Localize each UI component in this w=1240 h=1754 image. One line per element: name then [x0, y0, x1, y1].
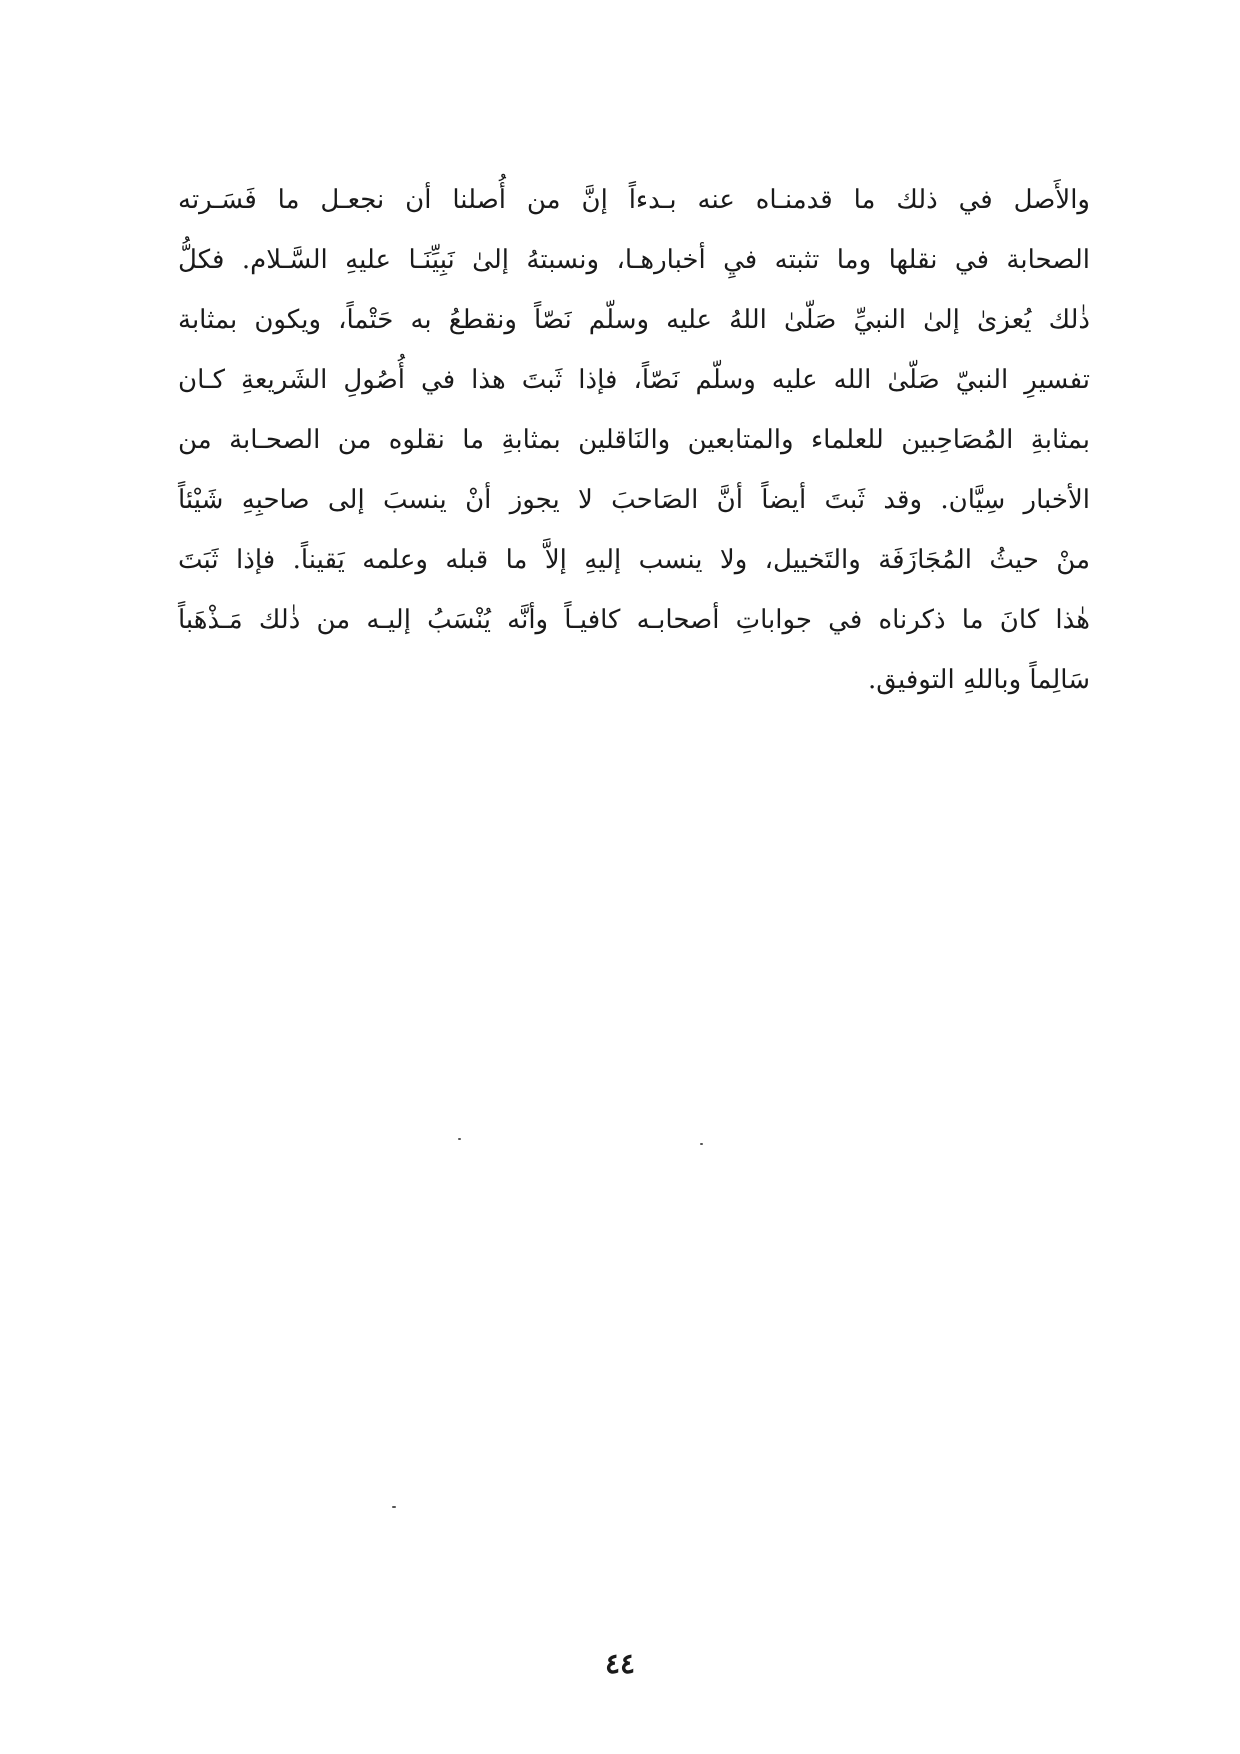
- body-text: [178, 170, 1090, 710]
- text-line-6: الأخبار سِيَّان. وقد ثَبتَ أيضاً أنَّ الصَاحبَ لا يجوز أنْ ينسبَ إلى صاحبِهِ شَيْئاً: [178, 485, 1090, 515]
- text-line-5: بمثابةِ المُصَاحِبين للعلماء والمتابعين والنَاقلين بمثابةِ ما نقلوه من الصحـابة من: [178, 425, 1090, 455]
- text-line-2: الصحابة في نقلها وما تثبته فيِ أخبارهـا، ونسبتهُ إلىٰ نَبِيِّنَـا عليهِ السَّـلام. فكلُّ: [178, 245, 1090, 275]
- scan-speck: [392, 1506, 396, 1508]
- scan-speck: [700, 1143, 703, 1145]
- text-line-4: تفسيرِ النبيّ صَلّىٰ الله عليه وسلّم نَصّاً، فإذا ثَبتَ هذا في أُصُولِ الشَريعةِ كـان: [178, 365, 1090, 395]
- scan-speck: [458, 1138, 461, 1140]
- text-line-9: سَالِماً وباللهِ التوفيق.: [868, 665, 1090, 695]
- page-number: ٤٤: [604, 1647, 636, 1680]
- text-line-8: هٰذا كانَ ما ذكرناه في جواباتِ أصحابـه كافيـاً وأنَّه يُنْسَبُ إليـه من ذٰلك مَـذْهَباً: [178, 605, 1090, 635]
- text-line-1: والأَصل في ذلك ما قدمنـاه عنه بـدءاً إنَّ من أُصلنا أن نجعـل ما فَسَـرته: [178, 185, 1090, 215]
- text-line-7: منْ حيثُ المُجَازَفَة والتَخييل، ولا ينسب إليهِ إلاَّ ما قبله وعلمه يَقيناً. فإذا ثَبَتَ: [178, 545, 1090, 575]
- text-line-3: ذٰلك يُعزىٰ إلىٰ النبيِّ صَلّىٰ اللهُ عليه وسلّم نَصّاً ونقطعُ به حَتْماً، ويكون بمثابة: [178, 305, 1090, 335]
